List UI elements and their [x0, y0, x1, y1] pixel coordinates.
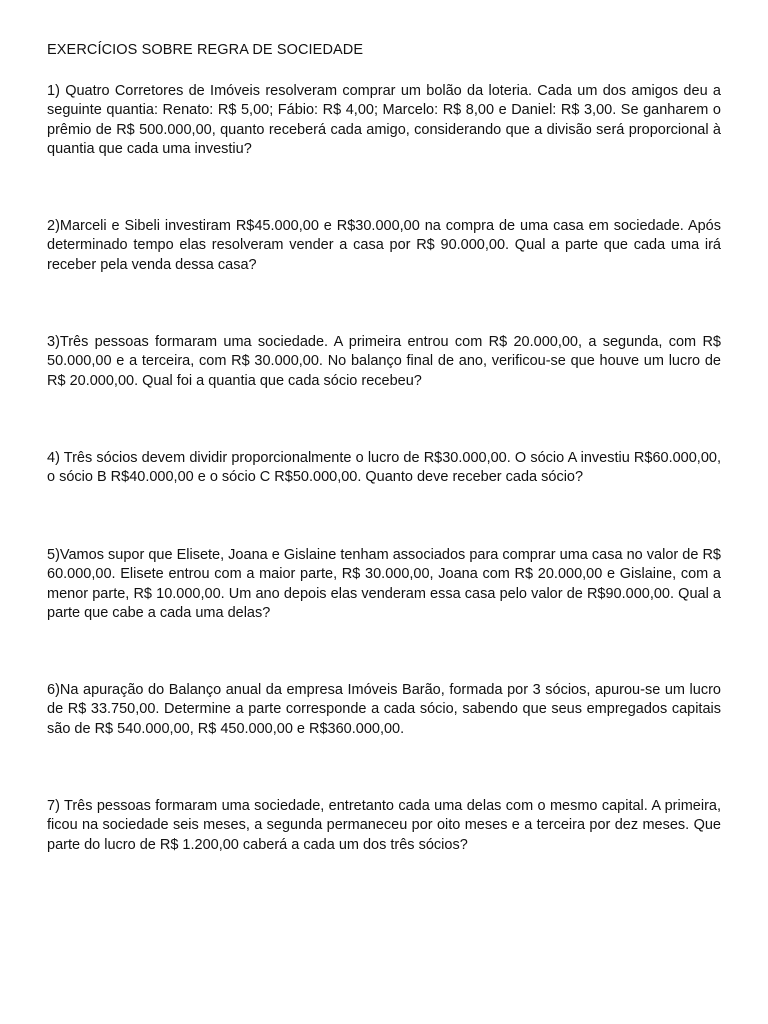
exercise-7: 7) Três pessoas formaram uma sociedade, entretanto cada uma delas com o mesmo capital. A primeira, ficou na sociedade seis meses, a segunda permaneceu por oito meses e a terceira por dez meses. Que parte do lucro de R$ 1.200,00 caberá a cada um dos três sócios?	[47, 798, 721, 853]
exercise-2: 2)Marceli e Sibeli investiram R$45.000,00 e R$30.000,00 na compra de uma casa em sociedade. Após determinado tempo elas resolveram vender a casa por R$ 90.000,00. Qual a parte que cada uma irá receber pela venda dessa casa?	[47, 218, 721, 273]
document-title: EXERCÍCIOS SOBRE REGRA DE SOCIEDADE	[47, 42, 364, 58]
exercise-3: 3)Três pessoas formaram uma sociedade. A primeira entrou com R$ 20.000,00, a segunda, com R$ 50.000,00 e a terceira, com R$ 30.000,00. No balanço final de ano, verificou-se que houve um lucro de R$ 20.000,00. Qual foi a quantia que cada sócio recebeu?	[47, 334, 721, 389]
exercise-6: 6)Na apuração do Balanço anual da empresa Imóveis Barão, formada por 3 sócios, apurou-se um lucro de R$ 33.750,00. Determine a parte corresponde a cada sócio, sabendo que seus empregados capitais são de R$ 540.000,00, R$ 450.000,00 e R$360.000,00.	[47, 682, 721, 737]
exercise-5: 5)Vamos supor que Elisete, Joana e Gislaine tenham associados para comprar uma casa no valor de R$ 60.000,00. Elisete entrou com a maior parte, R$ 30.000,00, Joana com R$ 20.000,00 e Gislaine, com a menor parte, R$ 10.000,00. Um ano depois elas venderam essa casa pelo valor de R$90.000,00. Qual a parte que cabe a cada uma delas?	[47, 547, 721, 621]
exercise-4: 4) Três sócios devem dividir proporcionalmente o lucro de R$30.000,00. O sócio A investiu R$60.000,00, o sócio B R$40.000,00 e o sócio C R$50.000,00. Quanto deve receber cada sócio?	[47, 450, 721, 486]
exercise-1: 1) Quatro Corretores de Imóveis resolveram comprar um bolão da loteria. Cada um dos amigos deu a seguinte quantia: Renato: R$ 5,00; Fábio: R$ 4,00; Marcelo: R$ 8,00 e Daniel: R$ 3,00. Se ganharem o prêmio de R$ 500.000,00, quanto receberá cada amigo, considerando que a divisão será proporcional à quantia que cada uma investiu?	[47, 83, 721, 157]
